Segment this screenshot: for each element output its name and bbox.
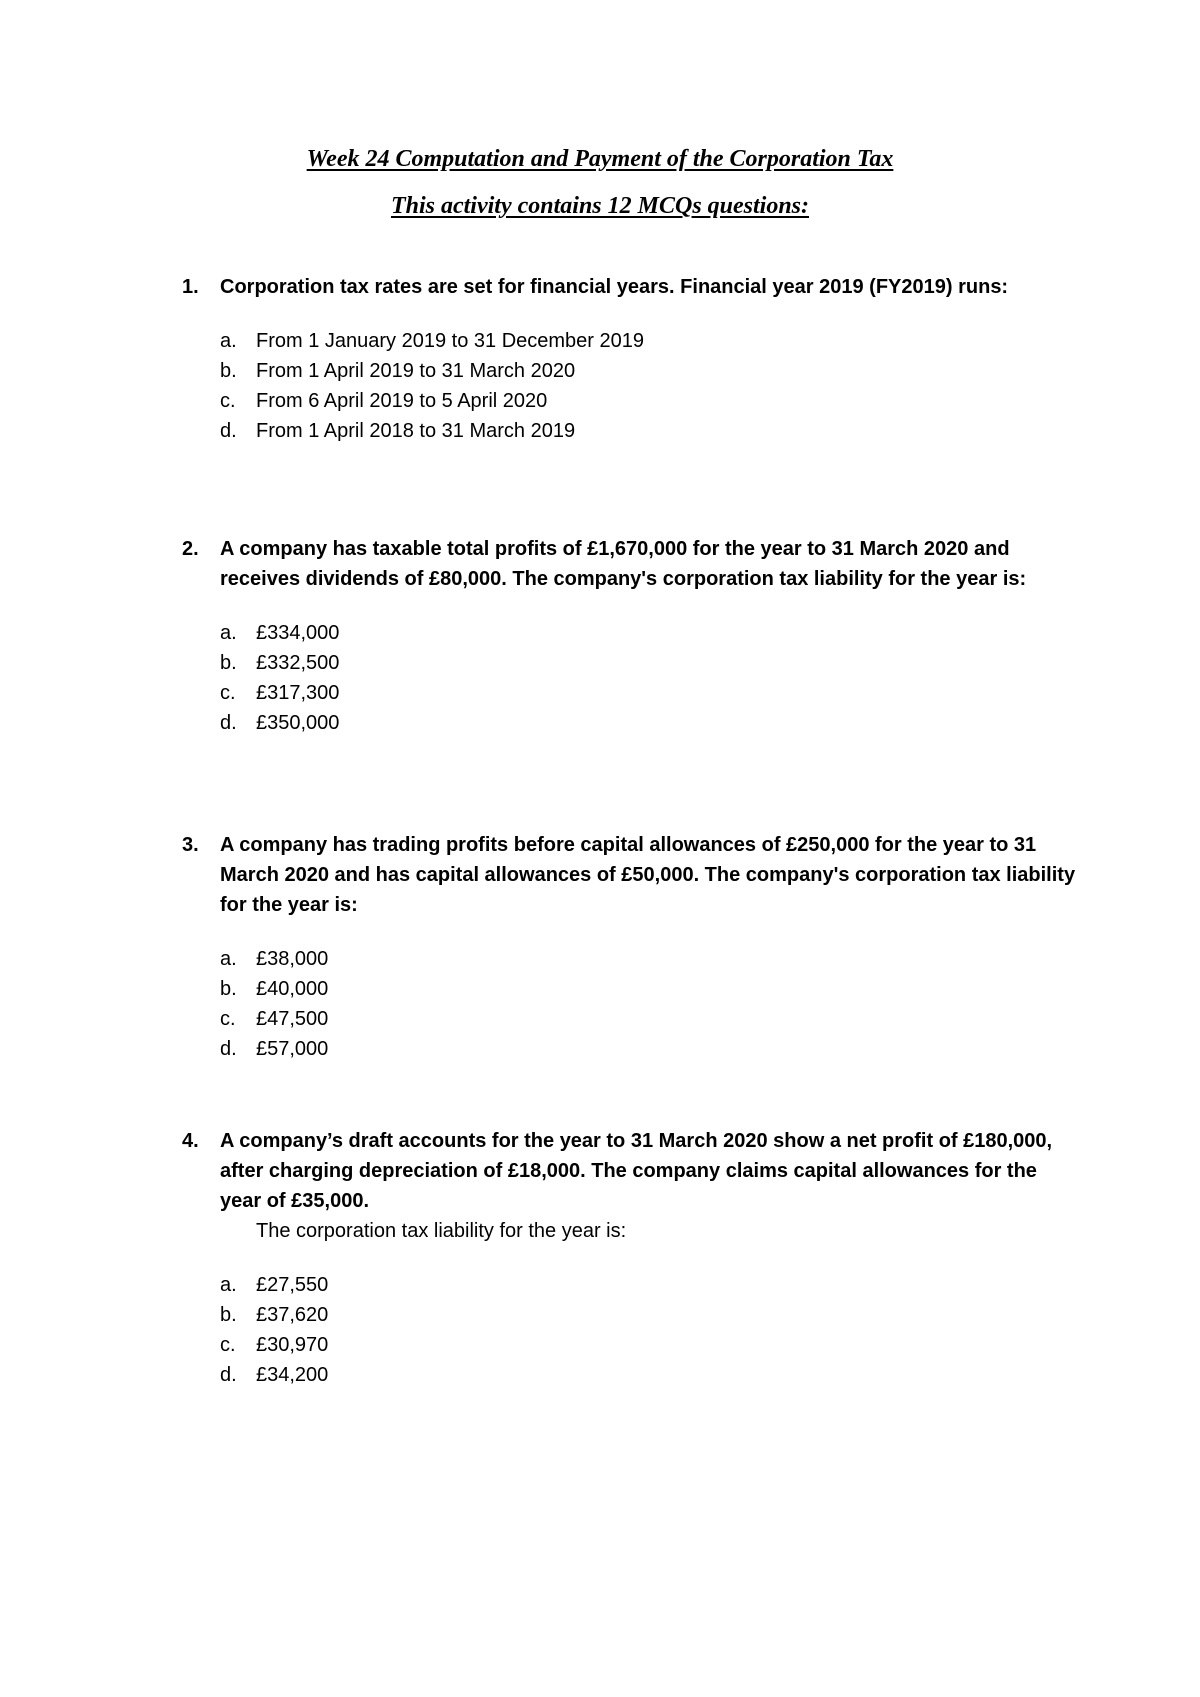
option-label: d. (220, 712, 237, 734)
option-d (0, 416, 1200, 446)
option-a (0, 1270, 1200, 1300)
options-list (0, 944, 1200, 1064)
option-b (0, 356, 1200, 386)
option-d (0, 1034, 1200, 1064)
option-label: d. (220, 420, 237, 442)
option-text: £30,970 (256, 1334, 329, 1356)
question-2 (0, 534, 1200, 738)
option-label: a. (220, 948, 237, 970)
option-a (0, 618, 1200, 648)
option-c (0, 1330, 1200, 1360)
option-d (0, 708, 1200, 738)
option-c (0, 386, 1200, 416)
option-text: From 6 April 2019 to 5 April 2020 (256, 390, 548, 412)
option-text: £350,000 (256, 712, 340, 734)
document-title: Week 24 Computation and Payment of the Corporation Tax (306, 146, 894, 172)
option-label: c. (220, 1008, 236, 1030)
options-list (0, 618, 1200, 738)
option-c (0, 678, 1200, 708)
option-label: d. (220, 1038, 237, 1060)
option-b (0, 974, 1200, 1004)
question-number: 4. (182, 1130, 199, 1152)
option-text: £57,000 (256, 1038, 329, 1060)
options-list (0, 1270, 1200, 1390)
option-label: b. (220, 1304, 237, 1326)
option-d (0, 1360, 1200, 1390)
option-text: £38,000 (256, 948, 329, 970)
option-b (0, 648, 1200, 678)
question-1 (0, 272, 1200, 446)
option-label: c. (220, 1334, 236, 1356)
option-c (0, 1004, 1200, 1034)
option-text: £317,300 (256, 682, 340, 704)
question-text: A company has trading profits before capital allowances of £250,000 for the year to 31 March 2020 and has capital allowances of £50,000. The company's corporation tax liability for the year is: (220, 834, 1076, 916)
options-list (0, 326, 1200, 446)
question-text: Corporation tax rates are set for financial years. Financial year 2019 (FY2019) runs: (220, 276, 1009, 298)
option-text: £34,200 (256, 1364, 329, 1386)
option-label: c. (220, 682, 236, 704)
option-text: £27,550 (256, 1274, 329, 1296)
question-number: 2. (182, 538, 199, 560)
option-label: b. (220, 978, 237, 1000)
option-label: c. (220, 390, 236, 412)
option-text: From 1 April 2019 to 31 March 2020 (256, 360, 576, 382)
question-number: 3. (182, 834, 199, 856)
option-a (0, 326, 1200, 356)
option-label: b. (220, 360, 237, 382)
option-a (0, 944, 1200, 974)
option-b (0, 1300, 1200, 1330)
option-label: a. (220, 1274, 237, 1296)
option-label: a. (220, 622, 237, 644)
option-text: £47,500 (256, 1008, 329, 1030)
question-text: A company’s draft accounts for the year to 31 March 2020 show a net profit of £180,000, after charging depreciation of £18,000. The company claims capital allowances for the year of £35,000. (220, 1130, 1053, 1212)
question-note: The corporation tax liability for the year is: (256, 1220, 627, 1242)
option-text: £334,000 (256, 622, 340, 644)
question-text: A company has taxable total profits of £1,670,000 for the year to 31 March 2020 and receives dividends of £80,000. The company's corporation tax liability for the year is: (220, 538, 1027, 590)
question-3 (0, 830, 1200, 1064)
option-label: b. (220, 652, 237, 674)
option-text: From 1 April 2018 to 31 March 2019 (256, 420, 576, 442)
option-text: From 1 January 2019 to 31 December 2019 (256, 330, 644, 352)
option-text: £40,000 (256, 978, 329, 1000)
document-subtitle: This activity contains 12 MCQs questions: (390, 193, 810, 219)
option-label: a. (220, 330, 237, 352)
option-label: d. (220, 1364, 237, 1386)
option-text: £332,500 (256, 652, 340, 674)
option-text: £37,620 (256, 1304, 329, 1326)
question-4 (0, 1126, 1200, 1390)
question-number: 1. (182, 276, 199, 298)
